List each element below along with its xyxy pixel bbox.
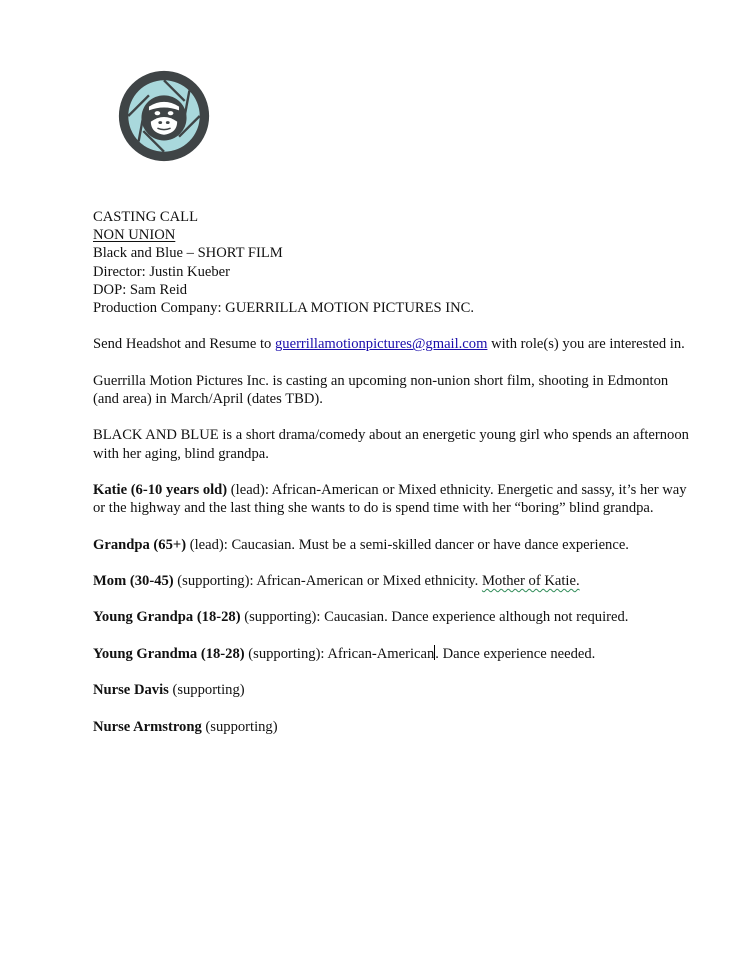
role-young-grandpa: Young Grandpa (18-28) (supporting): Caucasian. Dance experience although not required. [93, 609, 629, 626]
about-paragraph: Guerrilla Motion Pictures Inc. is casting an upcoming non-union short film, shooting in Edmonton (and area) in March/April (dates TBD). [93, 372, 669, 407]
director-line: Director: Justin Kueber [93, 263, 230, 280]
role-nurse-davis: Nurse Davis (supporting) [93, 682, 245, 699]
casting-call-document [93, 208, 693, 736]
role-young-grandma: Young Grandma (18-28) (supporting): African-American. Dance experience needed. [93, 645, 596, 662]
dop-line: DOP: Sam Reid [93, 281, 188, 298]
role-name: Grandpa (65+) [93, 536, 187, 553]
role-name: Mom (30-45) [93, 572, 174, 589]
role-nurse-armstrong: Nurse Armstrong (supporting) [93, 718, 278, 735]
role-name: Katie (6-10 years old) [93, 481, 228, 498]
synopsis-paragraph: BLACK AND BLUE is a short drama/comedy about an energetic young girl who spends an afternoon with her aging, blind grandpa. [93, 427, 689, 462]
gorilla-aperture-logo-icon [117, 69, 211, 163]
film-title: Black and Blue – SHORT FILM [93, 245, 283, 262]
role-name: Young Grandma (18-28) [93, 645, 245, 662]
role-name: Young Grandpa (18-28) [93, 609, 241, 626]
role-name: Nurse Armstrong [93, 718, 202, 735]
role-katie: Katie (6-10 years old) (lead): African-American or Mixed ethnicity. Energetic and sassy, it’s her way or the highway and the last thing she wants to do is spend time with her “boring” blind grandpa. [93, 481, 687, 517]
role-mom: Mom (30-45) (supporting): African-American or Mixed ethnicity. Mother of Katie. [93, 572, 580, 589]
role-name: Nurse Davis [93, 682, 169, 699]
submission-paragraph: Send Headshot and Resume to guerrillamotionpictures@gmail.com with role(s) you are interested in. [93, 336, 685, 353]
doc-title: CASTING CALL [93, 209, 198, 225]
company-line: Production Company: GUERRILLA MOTION PICTURES INC. [93, 300, 475, 317]
union-status: NON UNION [93, 227, 176, 244]
email-link[interactable]: guerrillamotionpictures@gmail.com [275, 336, 488, 353]
role-grandpa: Grandpa (65+) (lead): Caucasian. Must be a semi-skilled dancer or have dance experience. [93, 536, 629, 553]
